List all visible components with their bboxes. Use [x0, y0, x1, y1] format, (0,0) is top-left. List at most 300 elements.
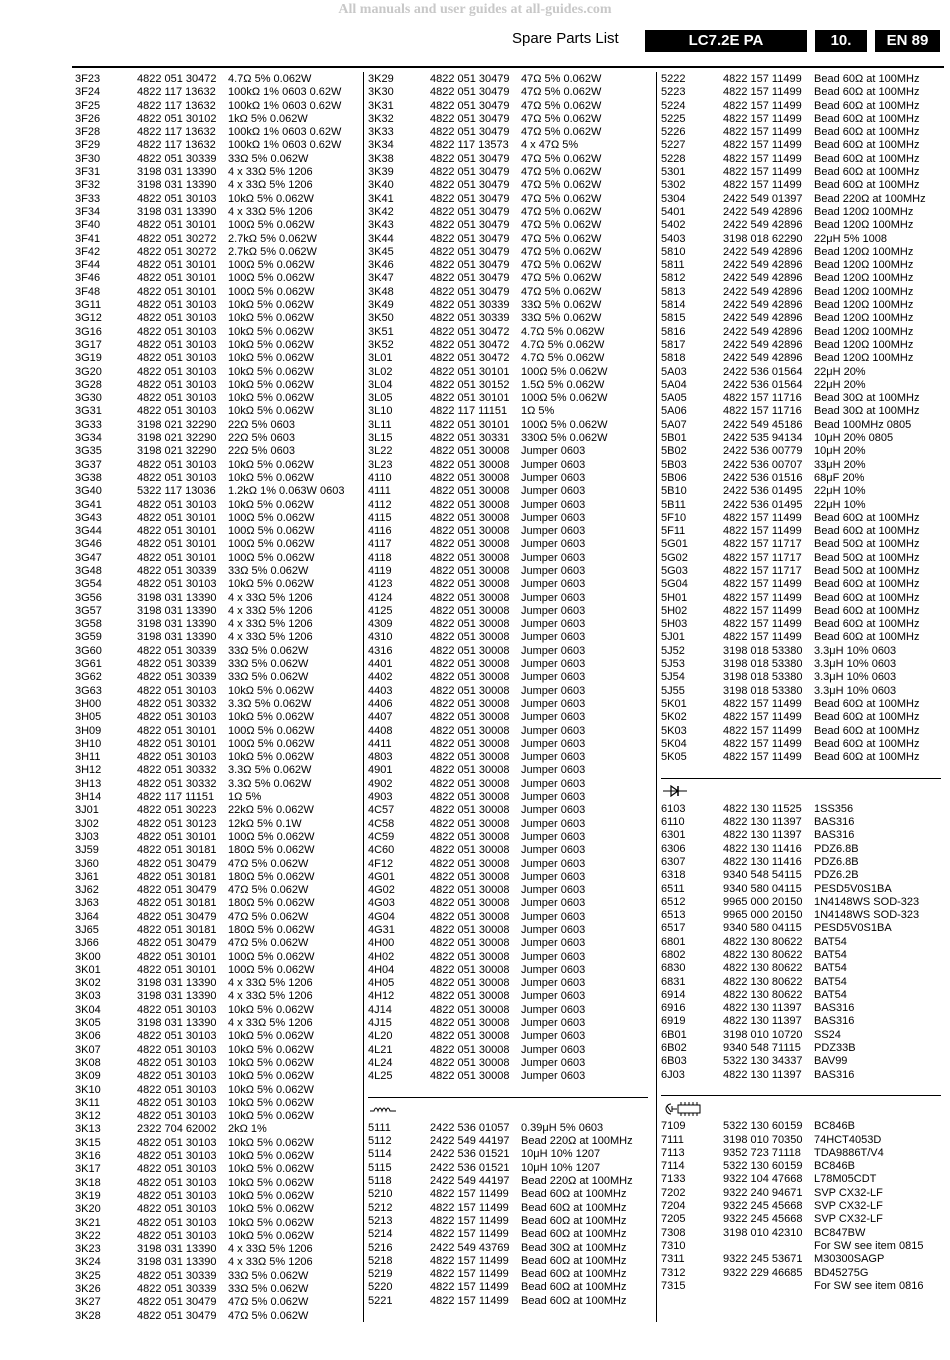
part-ref: 4112 [368, 498, 392, 511]
part-ref: 6511 [661, 882, 685, 895]
part-description: Jumper 0603 [521, 1056, 586, 1069]
part-code: 4822 051 30008 [430, 631, 510, 644]
part-code: 4822 051 30101 [137, 551, 217, 564]
part-description: Bead 60Ω at 100MHz [814, 166, 920, 179]
part-row [75, 751, 359, 764]
part-code: 2422 536 01495 [723, 485, 803, 498]
part-description: 10μH 10% 1207 [521, 1161, 601, 1174]
part-ref: 3J60 [75, 857, 99, 870]
part-code: 4822 051 30339 [137, 1269, 217, 1282]
part-code: 4822 051 30008 [430, 857, 510, 870]
part-code: 4822 051 30101 [137, 737, 217, 750]
part-code: 4822 051 30008 [430, 511, 510, 524]
part-row [75, 711, 359, 724]
part-description: 47Ω 5% 0.062W [521, 126, 602, 139]
part-ref: 3K25 [75, 1269, 101, 1282]
part-code: 4822 051 30008 [430, 804, 510, 817]
part-description: 33Ω 5% 0.062W [228, 1283, 309, 1296]
part-description: 10kΩ 5% 0.062W [228, 471, 314, 484]
part-code: 4822 117 13632 [137, 139, 216, 152]
part-ref: 5A05 [661, 392, 687, 405]
part-ref: 5301 [661, 166, 686, 179]
part-description: BAV99 [814, 1055, 848, 1068]
part-row [661, 803, 945, 816]
part-ref: 3H10 [75, 737, 102, 750]
part-description: 100Ω 5% 0.062W [228, 551, 315, 564]
part-description: PESD5V0S1BA [814, 882, 892, 895]
part-ref: 3K10 [75, 1083, 101, 1096]
part-ref: 3J64 [75, 910, 99, 923]
part-code: 4822 157 11499 [723, 73, 802, 85]
part-ref: 7310 [661, 1239, 686, 1252]
part-description: 180Ω 5% 0.062W [228, 844, 315, 857]
part-row [368, 951, 652, 964]
part-description: 100Ω 5% 0.062W [521, 365, 608, 378]
part-ref: 5212 [368, 1201, 393, 1214]
part-ref: 3G17 [75, 338, 102, 351]
part-description: BAS316 [814, 816, 855, 829]
part-description: 1SS356 [814, 802, 854, 815]
part-description: 33Ω 5% 0.062W [228, 658, 309, 671]
part-row [661, 512, 945, 525]
part-description: 22μH 5% 1008 [814, 232, 887, 245]
part-code: 4822 130 11397 [723, 1068, 802, 1081]
part-description: 4 x 33Ω 5% 1206 [228, 631, 313, 644]
part-description: Jumper 0603 [521, 697, 586, 710]
part-row [661, 976, 945, 989]
part-code: 4822 051 30008 [430, 1030, 510, 1043]
part-ref: 3K15 [75, 1136, 101, 1149]
part-description: 22μH 20% [814, 378, 866, 391]
part-row [75, 286, 359, 299]
part-description: 47Ω 5% 0.062W [228, 884, 309, 897]
part-description: 47Ω 5% 0.062W [228, 937, 309, 950]
part-ref: 3J62 [75, 884, 99, 897]
part-code: 4822 130 11525 [723, 802, 802, 815]
part-ref: 5302 [661, 179, 686, 192]
part-ref: 5B02 [661, 445, 687, 458]
part-row [661, 1187, 945, 1200]
part-row [75, 1150, 359, 1163]
part-description: 10kΩ 5% 0.062W [228, 1229, 314, 1242]
part-code: 3198 010 70350 [723, 1133, 803, 1146]
part-ref: 4L20 [368, 1030, 393, 1043]
part-ref: 3F34 [75, 205, 101, 218]
part-row [661, 909, 945, 922]
part-ref: 5G04 [661, 578, 688, 591]
part-row [368, 73, 652, 86]
part-code: 4822 117 13632 [137, 86, 216, 99]
part-ref: 5J52 [661, 644, 685, 657]
part-ref: 5814 [661, 299, 686, 312]
part-row [368, 299, 652, 312]
part-row [661, 751, 945, 764]
part-description: 10μH 20% [814, 445, 866, 458]
part-description: Bead 60Ω at 100MHz [814, 591, 920, 604]
part-code: 4822 051 30008 [430, 924, 510, 936]
part-row [368, 113, 652, 126]
part-code: 4822 051 30331 [430, 432, 510, 445]
part-row [661, 578, 945, 591]
part-description: 4 x 33Ω 5% 1206 [228, 1243, 313, 1256]
part-description: Bead 60Ω at 100MHz [521, 1228, 627, 1241]
part-description: 4 x 47Ω 5% [521, 139, 579, 152]
part-row [368, 778, 652, 791]
part-ref: 3J03 [75, 830, 99, 843]
part-description: Bead 60Ω at 100MHz [814, 618, 920, 631]
part-row [75, 618, 359, 631]
model-badge: LC7.2E PA [645, 30, 807, 52]
part-code: 9965 000 20150 [723, 895, 803, 908]
part-row [661, 896, 945, 909]
part-description: Jumper 0603 [521, 1043, 586, 1056]
part-code: 4822 051 30103 [137, 498, 217, 511]
part-description: 33Ω 5% 0.062W [228, 644, 309, 657]
part-description: 100Ω 5% 0.062W [228, 219, 315, 232]
part-ref: 3K03 [75, 990, 101, 1003]
part-code: 9322 104 47668 [723, 1173, 803, 1186]
part-code: 3198 021 32290 [137, 418, 217, 431]
part-row [661, 645, 945, 658]
part-description: 33Ω 5% 0.062W [228, 671, 309, 684]
part-code: 4822 051 30008 [430, 777, 510, 790]
part-description: 33Ω 5% 0.062W [521, 312, 602, 325]
part-row [368, 1202, 652, 1215]
part-code: 3198 031 13390 [137, 631, 217, 644]
part-row [661, 472, 945, 485]
part-description: 4.7Ω 5% 0.062W [521, 325, 605, 338]
part-row [661, 962, 945, 975]
part-description: Bead 120Ω 100MHz [814, 352, 914, 365]
part-ref: 5B01 [661, 432, 687, 445]
part-ref: 5J01 [661, 631, 685, 644]
part-description: 47Ω 5% 0.062W [521, 285, 602, 298]
part-code: 2422 549 42896 [723, 205, 803, 218]
part-code: 2322 704 62002 [137, 1123, 217, 1136]
part-code: 4822 157 11499 [723, 99, 802, 112]
part-code: 4822 157 11499 [723, 724, 802, 737]
part-row [368, 259, 652, 272]
part-code: 3198 018 53380 [723, 658, 803, 671]
part-ref: 3K32 [368, 112, 394, 125]
part-row [661, 631, 945, 644]
part-ref: 4G03 [368, 897, 395, 910]
part-row [661, 485, 945, 498]
part-row [661, 366, 945, 379]
part-description: 47Ω 5% 0.062W [521, 86, 602, 99]
part-ref: 6919 [661, 1015, 686, 1028]
part-description: Jumper 0603 [521, 751, 586, 764]
part-row [368, 379, 652, 392]
part-ref: 5818 [661, 352, 686, 365]
part-code: 3198 031 13390 [137, 166, 217, 179]
part-code: 3198 031 13390 [137, 1256, 217, 1269]
part-description: 100Ω 5% 0.062W [228, 963, 315, 976]
part-code: 4822 051 30101 [137, 830, 217, 843]
part-description: 10kΩ 5% 0.062W [228, 1056, 314, 1069]
part-ref: 5G02 [661, 551, 688, 564]
part-ref: 3G20 [75, 365, 102, 378]
part-ref: 5223 [661, 86, 686, 99]
part-row [368, 286, 652, 299]
part-ref: 4119 [368, 564, 392, 577]
part-ref: 6513 [661, 909, 686, 922]
part-ref: 3K42 [368, 205, 394, 218]
part-description: 22Ω 5% 0603 [228, 445, 295, 458]
part-ref: 4H12 [368, 990, 395, 1003]
part-description: 4 x 33Ω 5% 1206 [228, 990, 313, 1003]
part-ref: 4J15 [368, 1017, 392, 1030]
part-row [368, 977, 652, 990]
part-code: 3198 031 13390 [137, 990, 217, 1003]
part-ref: 5115 [368, 1161, 392, 1174]
part-description: BAS316 [814, 829, 855, 842]
part-description: 10kΩ 5% 0.062W [228, 711, 314, 724]
part-ref: 3K28 [75, 1309, 101, 1322]
part-row [368, 552, 652, 565]
part-row [368, 366, 652, 379]
part-code: 4822 051 30101 [430, 392, 510, 405]
part-ref: 3K21 [75, 1216, 101, 1229]
part-code: 2422 549 44197 [430, 1175, 510, 1188]
part-code: 4822 051 30479 [137, 1296, 217, 1309]
part-code: 4822 157 11499 [723, 179, 802, 192]
part-row [661, 1200, 945, 1213]
part-row [661, 1213, 945, 1226]
part-row [368, 1017, 652, 1030]
part-row [368, 897, 652, 910]
part-code: 9340 548 71115 [723, 1042, 801, 1055]
part-ref: 3F31 [75, 166, 101, 179]
part-description: 47Ω 5% 0.062W [521, 232, 602, 245]
part-code: 2422 549 43769 [430, 1241, 510, 1254]
part-code: 4822 051 30101 [137, 285, 217, 298]
part-ref: 4115 [368, 511, 392, 524]
part-ref: 7204 [661, 1200, 686, 1213]
part-code: 4822 157 11499 [723, 139, 802, 152]
part-description: Jumper 0603 [521, 525, 586, 538]
part-ref: 3G48 [75, 564, 102, 577]
part-row [661, 1069, 945, 1082]
part-ref: 5A07 [661, 418, 687, 431]
part-description: 74HCT4053D [814, 1133, 882, 1146]
part-row [368, 1004, 652, 1017]
part-ref: 4803 [368, 751, 393, 764]
part-ref: 7308 [661, 1226, 686, 1239]
part-ref: 3G35 [75, 445, 102, 458]
part-ref: 5401 [661, 205, 686, 218]
part-row [75, 432, 359, 445]
part-row [368, 233, 652, 246]
part-row [661, 86, 945, 99]
part-row [368, 352, 652, 365]
part-description: Jumper 0603 [521, 724, 586, 737]
part-description: 10kΩ 5% 0.062W [228, 1203, 314, 1216]
part-row [368, 738, 652, 751]
part-ref: 3K04 [75, 1003, 101, 1016]
part-ref: 3F28 [75, 126, 101, 139]
part-code: 4822 051 30479 [430, 152, 510, 165]
part-description: Bead 120Ω 100MHz [814, 325, 914, 338]
part-row [75, 1017, 359, 1030]
part-row [75, 791, 359, 804]
part-code: 4822 157 11499 [723, 126, 802, 139]
part-description: For SW see item 0816 [814, 1279, 924, 1292]
part-row [75, 445, 359, 458]
part-row [661, 1267, 945, 1280]
part-code: 4822 051 30008 [430, 817, 510, 830]
part-ref: 5A03 [661, 365, 687, 378]
part-ref: 4402 [368, 671, 393, 684]
part-row [661, 922, 945, 935]
part-code: 4822 051 30008 [430, 897, 510, 910]
part-ref: 4111 [368, 485, 391, 498]
part-description: Bead 60Ω at 100MHz [814, 179, 920, 192]
part-description: BAT54 [814, 962, 847, 975]
part-description: BAS316 [814, 1002, 855, 1015]
part-description: Bead 120Ω 100MHz [814, 299, 914, 312]
part-description: 4 x 33Ω 5% 1206 [228, 618, 313, 631]
part-ref: 5810 [661, 245, 686, 258]
part-row [368, 326, 652, 339]
part-ref: 3K40 [368, 179, 394, 192]
part-description: BC847BW [814, 1226, 866, 1239]
part-description: 10kΩ 5% 0.062W [228, 338, 314, 351]
part-row [661, 286, 945, 299]
part-code: 4822 051 30103 [137, 365, 217, 378]
part-code: 4822 051 30479 [137, 1309, 217, 1322]
part-code: 4822 157 11499 [723, 86, 802, 99]
part-code: 4822 051 30479 [430, 126, 510, 139]
part-row [75, 153, 359, 166]
part-code: 2422 536 01521 [430, 1161, 510, 1174]
part-ref: 3J66 [75, 937, 99, 950]
part-description: 47Ω 5% 0.062W [521, 259, 602, 272]
part-code: 4822 157 11499 [430, 1281, 509, 1294]
part-description: Jumper 0603 [521, 471, 586, 484]
page-title: Spare Parts List [512, 30, 619, 47]
part-row [368, 884, 652, 897]
part-code: 4822 051 30008 [430, 591, 510, 604]
part-description: 33μH 20% [814, 458, 866, 471]
part-code: 4822 157 11499 [723, 152, 802, 165]
part-row [368, 445, 652, 458]
part-code: 4822 051 30103 [137, 1229, 217, 1242]
part-description: 100Ω 5% 0.062W [228, 285, 315, 298]
part-description: 10kΩ 5% 0.062W [228, 1096, 314, 1109]
part-ref: 6318 [661, 869, 686, 882]
part-code: 4822 130 11397 [723, 1015, 802, 1028]
part-description: Bead 60Ω at 100MHz [814, 631, 920, 644]
part-ref: 3K01 [75, 963, 101, 976]
part-ref: 6B02 [661, 1042, 687, 1055]
part-ref: 5226 [661, 126, 686, 139]
part-description: Bead 60Ω at 100MHz [814, 73, 920, 85]
part-ref: 3L01 [368, 352, 393, 365]
part-row [75, 126, 359, 139]
part-row [368, 618, 652, 631]
part-description: 4 x 33Ω 5% 1206 [228, 1256, 313, 1269]
part-ref: 3F48 [75, 285, 101, 298]
part-ref: 3K23 [75, 1243, 101, 1256]
part-row [75, 139, 359, 152]
part-ref: 6J03 [661, 1068, 685, 1081]
part-ref: 6801 [661, 935, 686, 948]
part-code: 4822 117 11151 [137, 791, 215, 804]
part-code: 2422 549 42896 [723, 272, 803, 285]
part-row [661, 405, 945, 418]
watermark: All manuals and user guides at all-guides.com [338, 2, 612, 17]
part-row [661, 698, 945, 711]
part-code: 4822 157 11499 [723, 578, 802, 591]
part-ref: 3K49 [368, 299, 394, 312]
part-description: 47Ω 5% 0.062W [228, 857, 309, 870]
part-code: 2422 549 42896 [723, 352, 803, 365]
part-ref: 3L11 [368, 418, 392, 431]
part-code: 4822 051 30103 [137, 578, 217, 591]
part-ref: 3L10 [368, 405, 393, 418]
part-code: 4822 051 30008 [430, 498, 510, 511]
part-description: 4 x 33Ω 5% 1206 [228, 604, 313, 617]
part-code: 4822 051 30008 [430, 751, 510, 764]
part-ref: 3K47 [368, 272, 394, 285]
part-ref: 3K51 [368, 325, 394, 338]
part-code: 3198 010 42310 [723, 1226, 803, 1239]
part-description: 10kΩ 5% 0.062W [228, 325, 314, 338]
part-code: 2422 535 94134 [723, 432, 803, 445]
part-description: Bead 60Ω at 100MHz [814, 525, 920, 538]
part-description: 3.3μH 10% 0603 [814, 644, 897, 657]
part-ref: 6110 [661, 816, 685, 829]
part-row [75, 764, 359, 777]
part-code: 4822 051 30103 [137, 192, 217, 205]
part-description: 100Ω 5% 0.062W [228, 724, 315, 737]
part-code: 4822 051 30008 [430, 618, 510, 631]
part-code: 4822 051 30103 [137, 1070, 217, 1083]
section-badge: 10. [815, 30, 867, 52]
part-code: 4822 051 30339 [137, 152, 217, 165]
part-ref: 3H09 [75, 724, 102, 737]
part-code: 4822 130 80622 [723, 935, 803, 948]
part-description: 1.5Ω 5% 0.062W [521, 378, 605, 391]
part-description: Jumper 0603 [521, 737, 586, 750]
part-row [75, 818, 359, 831]
part-row [661, 1147, 945, 1160]
part-description: 1Ω 5% [228, 791, 262, 804]
part-description: Bead 120Ω 100MHz [814, 312, 914, 325]
part-code: 2422 549 42896 [723, 325, 803, 338]
part-code: 4822 051 30103 [137, 299, 217, 312]
part-ref: 5228 [661, 152, 686, 165]
part-ref: 3J01 [75, 804, 99, 817]
part-row [75, 1123, 359, 1136]
part-description: Bead 60Ω at 100MHz [521, 1188, 627, 1201]
part-row [661, 246, 945, 259]
part-description: 3.3Ω 5% 0.062W [228, 777, 312, 790]
part-ref: 3K50 [368, 312, 394, 325]
part-code: 4822 051 30472 [430, 338, 510, 351]
part-ref: 3F40 [75, 219, 101, 232]
part-code: 4822 051 30103 [137, 392, 217, 405]
part-row [661, 392, 945, 405]
part-description: Jumper 0603 [521, 644, 586, 657]
part-ref: 7312 [661, 1266, 686, 1279]
part-code: 4822 051 30152 [430, 378, 510, 391]
part-code: 4822 051 30479 [137, 884, 217, 897]
part-code: 4822 051 30008 [430, 937, 510, 950]
part-row [75, 804, 359, 817]
part-ref: 5H01 [661, 591, 688, 604]
